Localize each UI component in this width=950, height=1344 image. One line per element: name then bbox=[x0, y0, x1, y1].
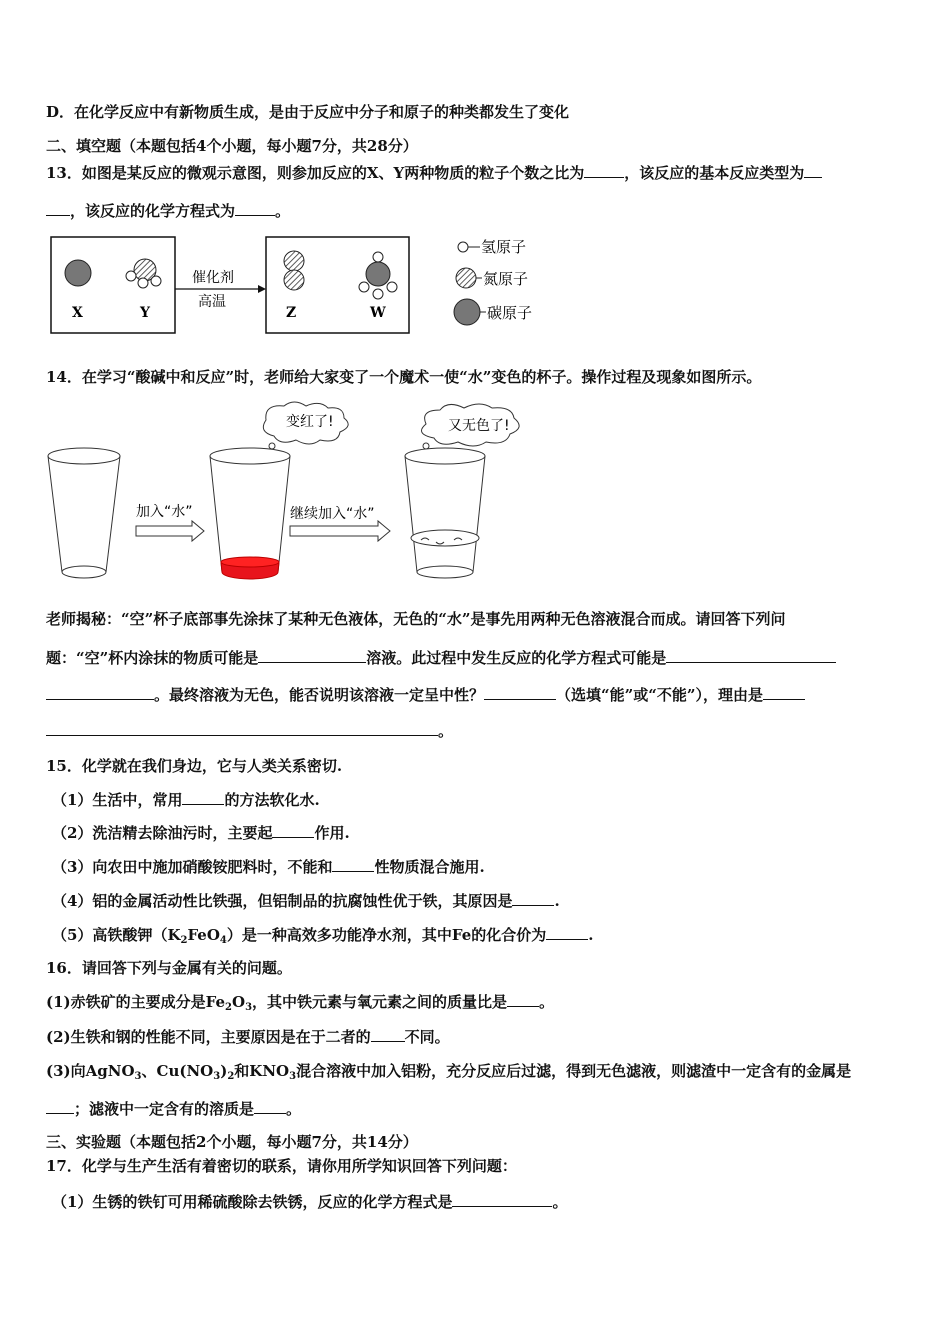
q15-part1: （1）生活中，常用 的方法软化水. bbox=[52, 791, 320, 809]
thought-bubble-2 bbox=[418, 404, 519, 454]
answer-blank[interactable] bbox=[804, 162, 822, 178]
q15-title: 15．化学就在我们身边，它与人类关系密切. bbox=[46, 757, 343, 775]
arrow2-label: 继续加入“水” bbox=[290, 506, 375, 522]
answer-blank[interactable] bbox=[258, 647, 366, 663]
q13-microscopic-diagram bbox=[48, 232, 558, 338]
answer-blank[interactable] bbox=[507, 991, 539, 1007]
q17-part1: （1）生锈的铁钉可用稀硫酸除去铁锈，反应的化学方程式是 。 bbox=[52, 1193, 568, 1211]
answer-blank[interactable] bbox=[46, 200, 70, 216]
q16-part3-cont: ；滤液中一定含有的溶质是 。 bbox=[46, 1098, 301, 1119]
hydrogen-atom bbox=[373, 252, 383, 262]
answer-blank[interactable] bbox=[763, 684, 805, 700]
q14-reveal-line1: 老师揭秘：“空”杯子底部事先涂抹了某种无色液体，无色的“水”是事先用两种无色溶液混合而成。请回答下列问 bbox=[46, 610, 786, 628]
arrow1-label: 加入“水” bbox=[136, 504, 193, 520]
label-w: W bbox=[370, 305, 386, 321]
nitrogen-atom-z bbox=[284, 251, 304, 271]
legend-hydrogen: 氢原子 bbox=[481, 238, 527, 256]
q14-reveal-line3: 。最终溶液为无色，能否说明该溶液一定呈中性？ （选填“能”或“不能”），理由是 bbox=[46, 684, 805, 705]
red-cup bbox=[210, 448, 290, 579]
hydrogen-atom bbox=[387, 282, 397, 292]
answer-blank[interactable] bbox=[46, 1098, 74, 1114]
legend-nitrogen-icon bbox=[456, 268, 476, 288]
q14-reveal-line4: 。 bbox=[46, 720, 453, 741]
bubble1-text: 变红了! bbox=[286, 414, 334, 430]
q13-line1: 13．如图是某反应的微观示意图，则参加反应的X、Y两种物质的粒子个数之比为 ，该反应的基本反应类型为 bbox=[46, 162, 822, 183]
q15-part5: （5）高铁酸钾$(K_2FeO_4)$是一种高效多功能净水剂，其中Fe的化合价为 . bbox=[52, 926, 594, 946]
answer-blank[interactable] bbox=[332, 856, 374, 872]
q13-line2: ，该反应的化学方程式为 。 bbox=[46, 200, 290, 221]
q14-reveal-line2: 题：“空”杯内涂抹的物质可能是 溶液。此过程中发生反应的化学方程式可能是 bbox=[46, 647, 836, 668]
empty-cup bbox=[48, 448, 120, 578]
answer-blank[interactable] bbox=[371, 1026, 405, 1042]
q15-part4: （4）铝的金属活动性比铁强，但铝制品的抗腐蚀性优于铁，其原因是 . bbox=[52, 892, 560, 910]
carbon-atom-w bbox=[366, 262, 390, 286]
legend-carbon-icon bbox=[454, 299, 480, 325]
label-x: X bbox=[72, 305, 83, 321]
answer-blank[interactable] bbox=[666, 647, 836, 663]
arrow-head bbox=[258, 285, 266, 293]
hydrogen-atom bbox=[138, 278, 148, 288]
answer-blank[interactable] bbox=[235, 200, 275, 216]
answer-blank[interactable] bbox=[584, 162, 624, 178]
hydrogen-atom bbox=[151, 276, 161, 286]
answer-blank[interactable] bbox=[546, 924, 588, 940]
legend-carbon: 碳原子 bbox=[487, 304, 533, 322]
answer-blank[interactable] bbox=[182, 789, 224, 805]
q17-title: 17．化学与生产生活有着密切的联系，请你用所学知识回答下列问题： bbox=[46, 1157, 517, 1175]
q14-magic-cup-figure bbox=[44, 400, 554, 592]
carbon-atom-x bbox=[65, 260, 91, 286]
legend-hydrogen-icon bbox=[458, 242, 468, 252]
q14-intro: 14．在学习“酸碱中和反应”时，老师给大家变了一个魔术一使“水”变色的杯子。操作过程及现象如图所示。 bbox=[46, 368, 762, 386]
label-y: Y bbox=[140, 305, 150, 321]
hydrogen-atom bbox=[373, 289, 383, 299]
q16-part1: (1)赤铁矿的主要成分是$Fe_2O_3$，其中铁元素与氧元素之间的质量比是 。 bbox=[46, 993, 555, 1013]
answer-blank[interactable] bbox=[272, 822, 314, 838]
section-2-heading: 二、填空题（本题包括4个小题，每小题7分，共28分） bbox=[46, 137, 418, 155]
hydrogen-atom bbox=[359, 282, 369, 292]
hydrogen-atom bbox=[126, 271, 136, 281]
q15-part2: （2）洗洁精去除油污时，主要起 作用. bbox=[52, 824, 350, 842]
legend-nitrogen: 氮原子 bbox=[483, 270, 529, 288]
answer-blank[interactable] bbox=[46, 720, 438, 736]
nitrogen-atom-z bbox=[284, 270, 304, 290]
label-z: Z bbox=[286, 305, 297, 321]
answer-blank[interactable] bbox=[484, 684, 556, 700]
bubble2-text: 又无色了! bbox=[448, 418, 510, 434]
section-3-heading: 三、实验题（本题包括2个小题，每小题7分，共14分） bbox=[46, 1133, 418, 1151]
colorless-cup bbox=[405, 448, 485, 578]
q16-title: 16．请回答下列与金属有关的问题。 bbox=[46, 959, 292, 977]
high-temp-label: 高温 bbox=[198, 294, 226, 310]
q16-part2: (2)生铁和钢的性能不同，主要原因是在于二者的 不同。 bbox=[46, 1028, 450, 1046]
q16-part3: (3)向AgNO$_3$、$Cu(NO_3)_2$和$KNO_3$混合溶液中加入铝粉，充分反应后过滤，得到无色滤液，则滤渣中一定含有的金属是 bbox=[46, 1062, 852, 1082]
answer-blank[interactable] bbox=[452, 1191, 552, 1207]
catalyst-label: 催化剂 bbox=[192, 270, 234, 286]
answer-blank[interactable] bbox=[512, 890, 554, 906]
q15-part3: （3）向农田中施加硝酸铵肥料时，不能和 性物质混合施用. bbox=[52, 858, 485, 876]
thought-bubble-1 bbox=[263, 402, 348, 454]
q12-option-d: D．在化学反应中有新物质生成，是由于反应中分子和原子的种类都发生了变化 bbox=[46, 103, 570, 121]
answer-blank[interactable] bbox=[254, 1098, 286, 1114]
answer-blank[interactable] bbox=[46, 684, 154, 700]
arrow1 bbox=[136, 521, 204, 541]
arrow2 bbox=[290, 521, 390, 541]
